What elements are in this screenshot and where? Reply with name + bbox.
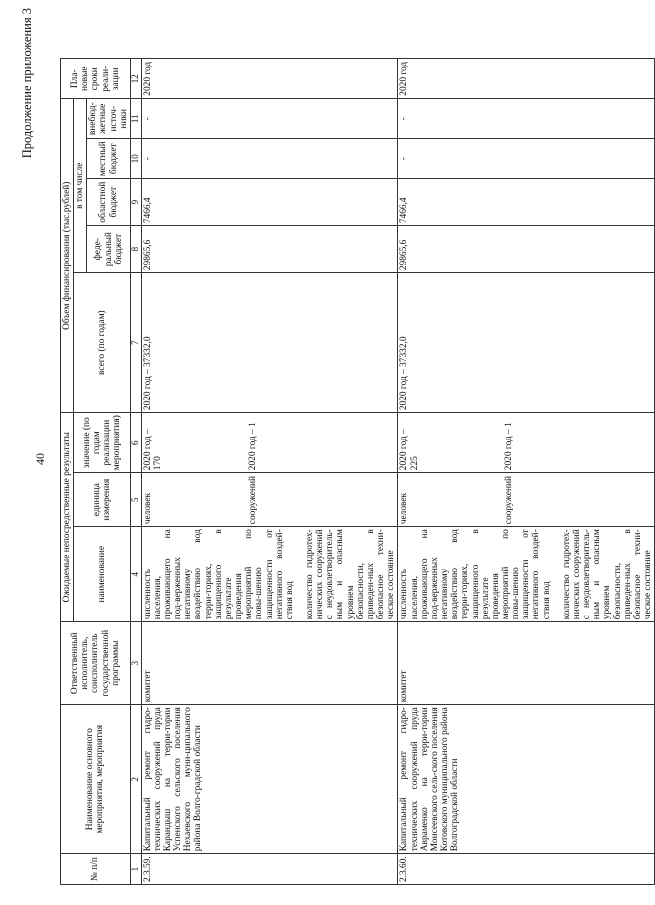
row-federal: 29865,6 <box>141 226 398 273</box>
row-result-values <box>398 413 655 473</box>
header-result-unit: единица измерения <box>74 473 131 527</box>
row-result-names <box>398 527 655 622</box>
header-incl: в том числе <box>74 99 87 273</box>
col-number: 12 <box>130 59 141 99</box>
col-number: 9 <box>130 179 141 226</box>
table-header <box>61 59 142 885</box>
result-unit: сооружений <box>504 475 515 525</box>
header-result-value: значение (по годам реализации мероприятия) <box>74 413 131 473</box>
row-total: 2020 год – 37332,0 <box>398 273 655 413</box>
row-local: - <box>141 139 398 179</box>
result-unit: человек <box>142 492 153 525</box>
row-result-names <box>141 527 398 622</box>
col-number: 3 <box>130 622 141 705</box>
header-regional: областной бюджет <box>87 179 131 226</box>
result-name: численность населения, проживающего на под-верженных негативному воздействию вод терри-ториях, защищенного в результате проведения мероприятий по повы-шению защищенности от негативного воздей-ствия вод <box>142 529 295 620</box>
row-result-units <box>141 473 398 527</box>
header-result-name: наименование <box>74 527 131 622</box>
row-executor: комитет <box>398 622 655 705</box>
continuation-title: Продолжение приложения 3 <box>20 8 34 159</box>
col-number: 4 <box>130 527 141 622</box>
header-offbudget: внебюд-жетные источ-ники <box>87 99 131 139</box>
result-value: 2020 год – 225 <box>399 429 420 471</box>
result-unit: сооружений <box>247 475 258 525</box>
row-total: 2020 год – 37332,0 <box>141 273 398 413</box>
column-numbers-row <box>130 59 141 885</box>
col-number: 8 <box>130 226 141 273</box>
header-activity: Наименование основного мероприятия, мероприятия <box>61 705 131 854</box>
col-number: 1 <box>130 854 141 885</box>
row-activity: Капитальный ремонт гидро-технических сооружений пруда Авраменко на терри-тории Моисеевского сель-ского поселения Котовского муниципального района Волгоградской области <box>398 705 655 854</box>
row-deadline: 2020 год <box>398 59 655 99</box>
header-total: всего (по годам) <box>74 273 131 413</box>
result-value: 2020 год – 1 <box>247 422 258 471</box>
header-no: № п/п <box>61 854 131 885</box>
row-local: - <box>398 139 655 179</box>
row-executor: комитет <box>141 622 398 705</box>
result-name: количество гидротех-нических сооружений с неудовлетворитель-ным и опасным уровнем безопасности, приведен-ных в безопасное техни-ческое состояние <box>561 529 653 620</box>
row-result-units <box>398 473 655 527</box>
row-deadline: 2020 год <box>141 59 398 99</box>
row-regional: 7466,4 <box>141 179 398 226</box>
header-funding-group: Объем финансирования (тыс.рублей) <box>61 99 74 413</box>
result-name: численность населения, проживающего на под-верженных негативному воздействию вод терри-ториях, защищенного в результате проведения мероприятий по повы-шению защищенности от негативного воздей-ствия вод <box>399 529 552 620</box>
row-activity: Капитальный ремонт гидро-технических сооружений пруда Карандыш на терри-тории Успенского сельского поселения Нехаевского муни-ципального района Волго-градской области <box>141 705 398 854</box>
header-executor: Ответственный исполнитель, соисполнитель государственной программы <box>61 622 131 705</box>
row-offbudget: - <box>141 99 398 139</box>
header-deadline: Пла-новые сроки реали-зации <box>61 59 131 99</box>
row-no: 2.3.60. <box>398 854 655 885</box>
page-number: 40 <box>33 453 47 465</box>
col-number: 5 <box>130 473 141 527</box>
result-unit: человек <box>399 492 410 525</box>
col-number: 10 <box>130 139 141 179</box>
result-name: количество гидротех-нических сооружений с неудовлетворитель-ным и опасным уровнем безопасности, приведен-ных в безопасное техни-ческое состояние <box>305 529 397 620</box>
col-number: 11 <box>130 99 141 139</box>
result-value: 2020 год – 1 <box>504 422 515 471</box>
header-federal: феде-ральный бюджет <box>87 226 131 273</box>
row-regional: 7466,4 <box>398 179 655 226</box>
result-value: 2020 год – 170 <box>142 429 163 471</box>
row-offbudget: - <box>398 99 655 139</box>
header-results-group: Ожидаемые непосредственные результаты <box>61 413 74 622</box>
row-federal: 29865,6 <box>398 226 655 273</box>
header-local: местный бюджет <box>87 139 131 179</box>
col-number: 2 <box>130 705 141 854</box>
col-number: 6 <box>130 413 141 473</box>
col-number: 7 <box>130 273 141 413</box>
program-table <box>60 58 655 885</box>
table-row <box>141 59 398 885</box>
table-row <box>398 59 655 885</box>
row-result-values <box>141 413 398 473</box>
row-no: 2.3.59. <box>141 854 398 885</box>
